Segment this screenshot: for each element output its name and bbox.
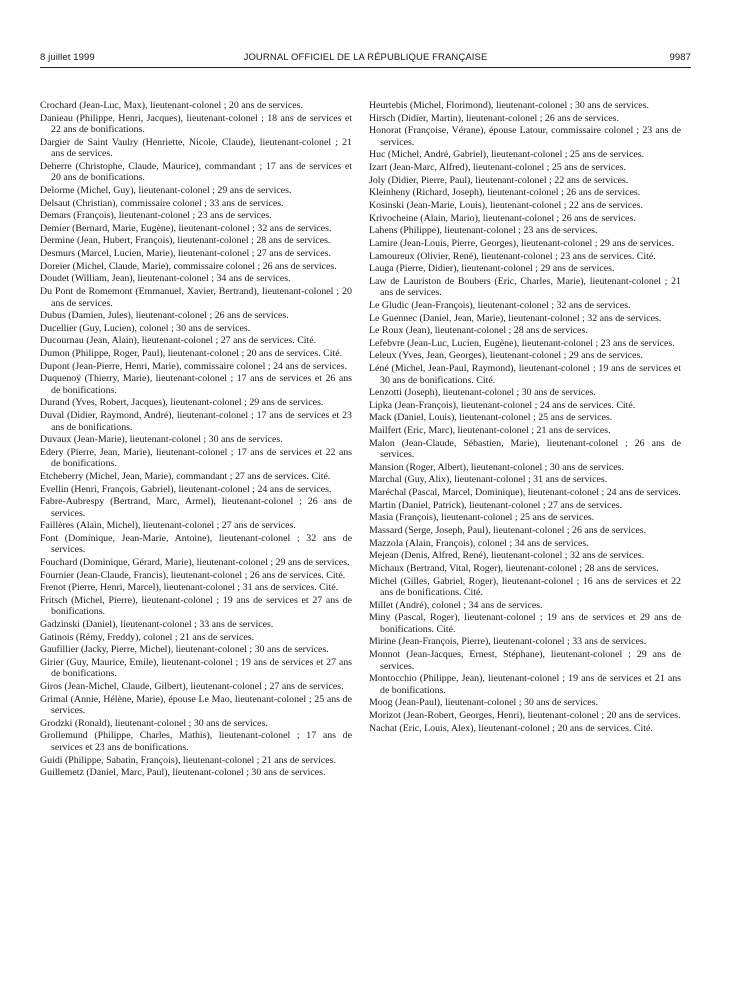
list-entry: Honorat (Françoise, Vérane), épouse Latour, commissaire colonel ; 23 ans de services. (369, 125, 681, 148)
list-entry: Demars (François), lieutenant-colonel ; 23 ans de services. (40, 210, 272, 222)
list-entry: Doreier (Michel, Claude, Marie), commissaire colonel ; 26 ans de services. (40, 260, 337, 272)
list-entry: Le Roux (Jean), lieutenant-colonel ; 28 ans de services. (369, 325, 588, 337)
list-entry: Lahens (Philippe), lieutenant-colonel ; 23 ans de services. (369, 225, 598, 237)
list-entry: Mailfert (Eric, Marc), lieutenant-colonel ; 21 ans de services. (369, 425, 611, 437)
list-entry: Mejean (Denis, Alfred, René), lieutenant-colonel ; 32 ans de services. (369, 550, 645, 562)
list-entry: Crochard (Jean-Luc, Max), lieutenant-colonel ; 20 ans de services. (40, 100, 303, 111)
list-entry: Danieau (Philippe, Henri, Jacques), lieutenant-colonel ; 18 ans de services et 22 ans de bonifications. (40, 112, 352, 136)
header-rule (40, 67, 691, 68)
list-entry: Desmurs (Marcel, Lucien, Marie), lieutenant-colonel ; 27 ans de services. (40, 248, 331, 260)
list-entry: Etcheberry (Michel, Jean, Marie), commandant ; 27 ans de services. Cité. (40, 470, 331, 482)
list-entry: Moog (Jean-Paul), lieutenant-colonel ; 30 ans de services. (369, 697, 598, 709)
list-entry: Ducournau (Jean, Alain), lieutenant-colonel ; 27 ans de services. Cité. (40, 335, 317, 347)
list-entry: Massard (Serge, Joseph, Paul), lieutenant-colonel ; 26 ans de services. (369, 525, 647, 537)
list-entry: Dermine (Jean, Hubert, François), lieutenant-colonel ; 28 ans de services. (40, 235, 331, 247)
page-number: 9987 (669, 52, 691, 63)
list-entry: Hirsch (Didier, Martin), lieutenant-colonel ; 26 ans de services. (369, 112, 619, 124)
list-entry: Kosinski (Jean-Marie, Louis), lieutenant-colonel ; 22 ans de services. (369, 199, 643, 211)
list-entry: Lamoureux (Olivier, René), lieutenant-colonel ; 23 ans de services. Cité. (369, 250, 656, 262)
list-entry: Fabre-Aubrespy (Bertrand, Marc, Armel), lieutenant-colonel ; 26 ans de services. (40, 496, 352, 519)
list-entry: Huc (Michel, André, Gabriel), lieutenant-colonel ; 25 ans de services. (369, 149, 645, 161)
list-entry: Mazzola (Alain, François), colonel ; 34 ans de services. (369, 537, 589, 549)
list-entry: Montocchio (Philippe, Jean), lieutenant-colonel ; 19 ans de services et 21 ans de bonifications. (369, 673, 681, 696)
list-entry: Frenot (Pierre, Henri, Marcel), lieutenant-colonel ; 31 ans de services. Cité. (40, 582, 339, 594)
list-entry: Fouchard (Dominique, Gérard, Marie), lieutenant-colonel ; 29 ans de services. (40, 557, 350, 569)
list-entry: Michel (Gilles, Gabriel, Roger), lieutenant-colonel ; 16 ans de services et 22 ans de bonifications. Cité. (369, 575, 681, 599)
list-entry: Malon (Jean-Claude, Sébastien, Marie), lieutenant-colonel ; 26 ans de services. (369, 437, 681, 461)
list-entry: Monnot (Jean-Jacques, Ernest, Stéphane), lieutenant-colonel ; 29 ans de services. (369, 649, 681, 672)
list-entry: Kleinheny (Richard, Joseph), lieutenant-colonel ; 26 ans de services. (369, 187, 641, 199)
right-column (369, 100, 681, 735)
list-entry: Doudet (William, Jean), lieutenant-colonel ; 34 ans de services. (40, 273, 291, 285)
list-entry: Miny (Pascal, Roger), lieutenant-colonel ; 19 ans de services et 29 ans de bonifications. Cité. (369, 612, 681, 635)
list-entry: Grimal (Annie, Hélène, Marie), épouse Le Mao, lieutenant-colonel ; 25 ans de services. (40, 693, 352, 717)
list-entry: Lamire (Jean-Louis, Pierre, Georges), lieutenant-colonel ; 29 ans de services. (369, 237, 675, 249)
list-entry: Lipka (Jean-François), lieutenant-colonel ; 24 ans de services. Cité. (369, 399, 636, 411)
list-entry: Ducellier (Guy, Lucien), colonel ; 30 ans de services. (40, 322, 251, 334)
list-entry: Fritsch (Michel, Pierre), lieutenant-colonel ; 19 ans de services et 27 ans de bonifications. (40, 594, 352, 618)
list-entry: Joly (Didier, Pierre, Paul), lieutenant-colonel ; 22 ans de services. (369, 174, 629, 186)
list-entry: Krivocheine (Alain, Mario), lieutenant-colonel ; 26 ans de services. (369, 212, 636, 224)
list-entry: Michaux (Bertrand, Vital, Roger), lieutenant-colonel ; 28 ans de services. (369, 562, 659, 574)
list-entry: Guidi (Philippe, Sabatin, François), lieutenant-colonel ; 21 ans de services. (40, 754, 336, 766)
list-entry: Delorme (Michel, Guy), lieutenant-colonel ; 29 ans de services. (40, 184, 292, 196)
list-entry: Gadzinski (Daniel), lieutenant-colonel ; 33 ans de services. (40, 619, 274, 631)
list-entry: Durand (Yves, Robert, Jacques), lieutenant-colonel ; 29 ans de services. (40, 397, 324, 409)
list-entry: Giros (Jean-Michel, Claude, Gilbert), lieutenant-colonel ; 27 ans de services. (40, 681, 344, 693)
list-entry: Grodzki (Ronald), lieutenant-colonel ; 30 ans de services. (40, 717, 268, 729)
list-entry: Duvaux (Jean-Marie), lieutenant-colonel ; 30 ans de services. (40, 434, 283, 446)
list-entry: Nachat (Eric, Louis, Alex), lieutenant-colonel ; 20 ans de services. Cité. (369, 722, 653, 734)
list-entry: Duquenoÿ (Thierry, Marie), lieutenant-colonel ; 17 ans de services et 26 ans de bonifications. (40, 373, 352, 396)
list-entry: Edery (Pierre, Jean, Marie), lieutenant-colonel ; 17 ans de services et 22 ans de bonifications. (40, 446, 352, 470)
page-header (40, 52, 691, 66)
list-entry: Le Guennec (Daniel, Jean, Marie), lieutenant-colonel ; 32 ans de services. (369, 312, 662, 324)
list-entry: Léné (Michel, Jean-Paul, Raymond), lieutenant-colonel ; 19 ans de services et 30 ans de bonifications. Cité. (369, 363, 681, 386)
list-entry: Dargier de Saint Vaulry (Henriette, Nicole, Claude), lieutenant-colonel ; 21 ans de services. (40, 136, 352, 160)
list-entry: Law de Lauriston de Boubers (Eric, Charles, Marie), lieutenant-colonel ; 21 ans de services. (369, 275, 681, 299)
list-entry: Evellin (Henri, François, Gabriel), lieutenant-colonel ; 24 ans de services. (40, 483, 332, 495)
list-entry: Mack (Daniel, Louis), lieutenant-colonel ; 25 ans de services. (369, 412, 613, 424)
list-entry: Grollemund (Philippe, Charles, Mathis), lieutenant-colonel ; 17 ans de services et 23 ans de bonifications. (40, 730, 352, 753)
list-entry: Dubus (Damien, Jules), lieutenant-colonel ; 26 ans de services. (40, 310, 289, 322)
list-entry: Lauga (Pierre, Didier), lieutenant-colonel ; 29 ans de services. (369, 263, 615, 275)
list-entry: Girier (Guy, Maurice, Emile), lieutenant-colonel ; 19 ans de services et 27 ans de bonifications. (40, 656, 352, 680)
header-title: JOURNAL OFFICIEL DE LA RÉPUBLIQUE FRANÇAISE (243, 52, 488, 63)
list-entry: Marchal (Guy, Alix), lieutenant-colonel ; 31 ans de services. (369, 474, 608, 486)
list-entry: Millet (André), colonel ; 34 ans de services. (369, 599, 543, 611)
list-entry: Duval (Didier, Raymond, André), lieutenant-colonel ; 17 ans de services et 23 ans de bonifications. (40, 410, 352, 433)
list-entry: Demier (Bernard, Marie, Eugène), lieutenant-colonel ; 32 ans de services. (40, 222, 332, 234)
list-entry: Lefebvre (Jean-Luc, Lucien, Eugène), lieutenant-colonel ; 23 ans de services. (369, 337, 675, 349)
list-entry: Maréchal (Pascal, Marcel, Dominique), lieutenant-colonel ; 24 ans de services. (369, 487, 681, 499)
list-entry: Dupont (Jean-Pierre, Henri, Marie), commissaire colonel ; 24 ans de services. (40, 360, 348, 372)
list-entry: Lenzotti (Joseph), lieutenant-colonel ; 30 ans de services. (369, 387, 596, 399)
list-entry: Fournier (Jean-Claude, Francis), lieutenant-colonel ; 26 ans de services. Cité. (40, 569, 346, 581)
list-entry: Du Pont de Romemont (Emmanuel, Xavier, Bertrand), lieutenant-colonel ; 20 ans de services. (40, 286, 352, 309)
list-entry: Leleux (Yves, Jean, Georges), lieutenant-colonel ; 29 ans de services. (369, 350, 643, 362)
list-entry: Mansion (Roger, Albert), lieutenant-colonel ; 30 ans de services. (369, 461, 624, 473)
header-date: 8 juillet 1999 (40, 52, 95, 63)
list-entry: Deherre (Christophe, Claude, Maurice), commandant ; 17 ans de services et 20 ans de bonifications. (40, 160, 352, 184)
list-entry: Le Gludic (Jean-François), lieutenant-colonel ; 32 ans de services. (369, 299, 631, 311)
list-entry: Gatinois (Rémy, Freddy), colonel ; 21 ans de services. (40, 631, 255, 643)
list-entry: Morizot (Jean-Robert, Georges, Henri), lieutenant-colonel ; 20 ans de services. (369, 709, 681, 721)
list-entry: Dumon (Philippe, Roger, Paul), lieutenant-colonel ; 20 ans de services. Cité. (40, 348, 343, 360)
list-entry: Martin (Daniel, Patrick), lieutenant-colonel ; 27 ans de services. (369, 499, 623, 511)
list-entry: Mirine (Jean-François, Pierre), lieutenant-colonel ; 33 ans de services. (369, 636, 647, 648)
list-entry: Font (Dominique, Jean-Marie, Antoine), lieutenant-colonel ; 32 ans de services. (40, 532, 352, 556)
list-entry: Guillemetz (Daniel, Marc, Paul), lieutenant-colonel ; 30 ans de services. (40, 767, 326, 779)
list-entry: Delsaut (Christian), commissaire colonel ; 33 ans de services. (40, 197, 284, 209)
left-column (40, 100, 352, 780)
list-entry: Masia (François), lieutenant-colonel ; 25 ans de services. (369, 512, 595, 524)
list-entry: Heurtebis (Michel, Florimond), lieutenant-colonel ; 30 ans de services. (369, 100, 649, 111)
list-entry: Faillères (Alain, Michel), lieutenant-colonel ; 27 ans de services. (40, 520, 296, 532)
list-entry: Gaufillier (Jacky, Pierre, Michel), lieutenant-colonel ; 30 ans de services. (40, 644, 329, 656)
list-entry: Izart (Jean-Marc, Alfred), lieutenant-colonel ; 25 ans de services. (369, 162, 626, 174)
